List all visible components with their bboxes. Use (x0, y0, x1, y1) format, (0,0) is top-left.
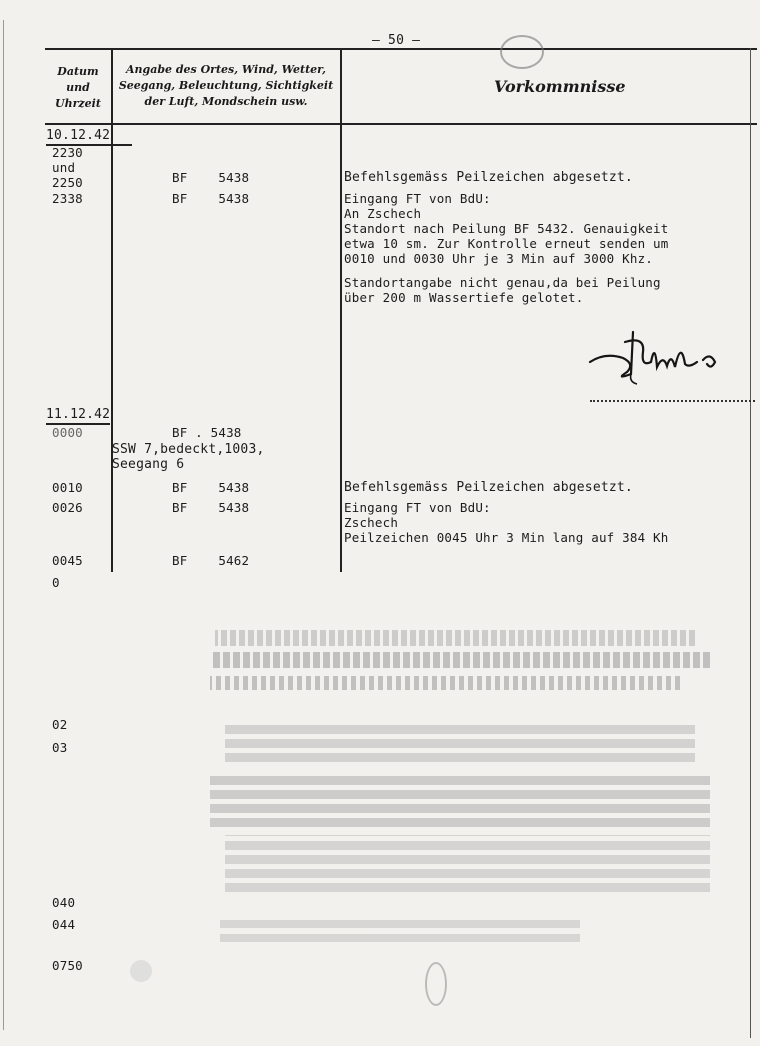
lower-time-1: 0 (52, 575, 60, 590)
event-text-2-line4: etwa 10 sm. Zur Kontrolle erneut senden um (344, 236, 669, 251)
bleed-through-4 (225, 725, 695, 765)
time-2338: 2338 (52, 191, 83, 206)
position-3: BF . 5438 (172, 425, 242, 440)
event-text-2-line5: 0010 und 0030 Uhr je 3 Min auf 3000 Khz. (344, 251, 654, 266)
event-text-5-line3: Peilzeichen 0045 Uhr 3 Min lang auf 384 Kh (344, 530, 669, 545)
date-day2: 11.12.42 (46, 407, 111, 422)
bleed-through-5 (210, 775, 710, 830)
time-2250: 2250 (52, 175, 83, 190)
lower-time-5: 044 (52, 917, 76, 932)
position-6: BF 5462 (172, 553, 250, 568)
event-text-3-line1: Standortangabe nicht genau,da bei Peilung (344, 275, 661, 290)
position-4: BF 5438 (172, 480, 250, 495)
weather-line2: Seegang 6 (112, 457, 185, 472)
header-events: Vorkommnisse (494, 77, 626, 96)
position-5: BF 5438 (172, 500, 250, 515)
bleed-through-1 (215, 630, 695, 646)
time-0045: 0045 (52, 553, 83, 568)
time-0010: 0010 (52, 480, 83, 495)
page-number: — 50 — (372, 33, 421, 48)
bleed-through-7 (220, 915, 580, 945)
time-2230: 2230 (52, 145, 83, 160)
date-day1: 10.12.42 (46, 128, 111, 143)
event-text-4: Befehlsgemäss Peilzeichen abgesetzt. (344, 480, 633, 495)
smudge-1 (500, 35, 544, 69)
event-text-5-line1: Eingang FT von BdU: (344, 500, 491, 515)
time-und: und (52, 160, 76, 175)
lower-time-3: 03 (52, 740, 68, 755)
right-edge (750, 48, 751, 1038)
event-text-2-line2: An Zschech (344, 206, 422, 221)
bleed-through-2 (210, 652, 710, 668)
col-divider-1 (111, 48, 113, 572)
header-date-time: Datum und Uhrzeit (55, 65, 101, 110)
event-text-1: Befehlsgemäss Peilzeichen abgesetzt. (344, 170, 633, 185)
time-0000: 0000 (52, 425, 83, 440)
signature-mark (585, 322, 760, 392)
header-location-weather: Angabe des Ortes, Wind, Wetter, Seegang, Beleuchtung, Sichtigkeit der Luft, Mondschein usw. (118, 63, 334, 108)
header-top-rule (45, 48, 757, 50)
lower-time-2: 02 (52, 717, 68, 732)
event-text-2-line1: Eingang FT von BdU: (344, 191, 491, 206)
bleed-through-3 (210, 676, 680, 690)
smudge-2 (130, 960, 152, 982)
signature-dotted-line (590, 400, 755, 402)
header-bottom-rule (45, 123, 757, 125)
lower-time-6: 0750 (52, 958, 83, 973)
left-edge (3, 20, 4, 1030)
event-text-2-line3: Standort nach Peilung BF 5432. Genauigkeit (344, 221, 669, 236)
event-text-5-line2: Zschech (344, 515, 399, 530)
position-1: BF 5438 (172, 170, 250, 185)
time-0026: 0026 (52, 500, 83, 515)
weather-line1: SSW 7,bedeckt,1003, (112, 442, 265, 457)
smudge-3 (425, 962, 447, 1006)
col-divider-2 (340, 48, 342, 572)
lower-time-4: 040 (52, 895, 76, 910)
bleed-through-6 (225, 835, 710, 895)
event-text-3-line2: über 200 m Wassertiefe gelotet. (344, 290, 584, 305)
position-2: BF 5438 (172, 191, 250, 206)
